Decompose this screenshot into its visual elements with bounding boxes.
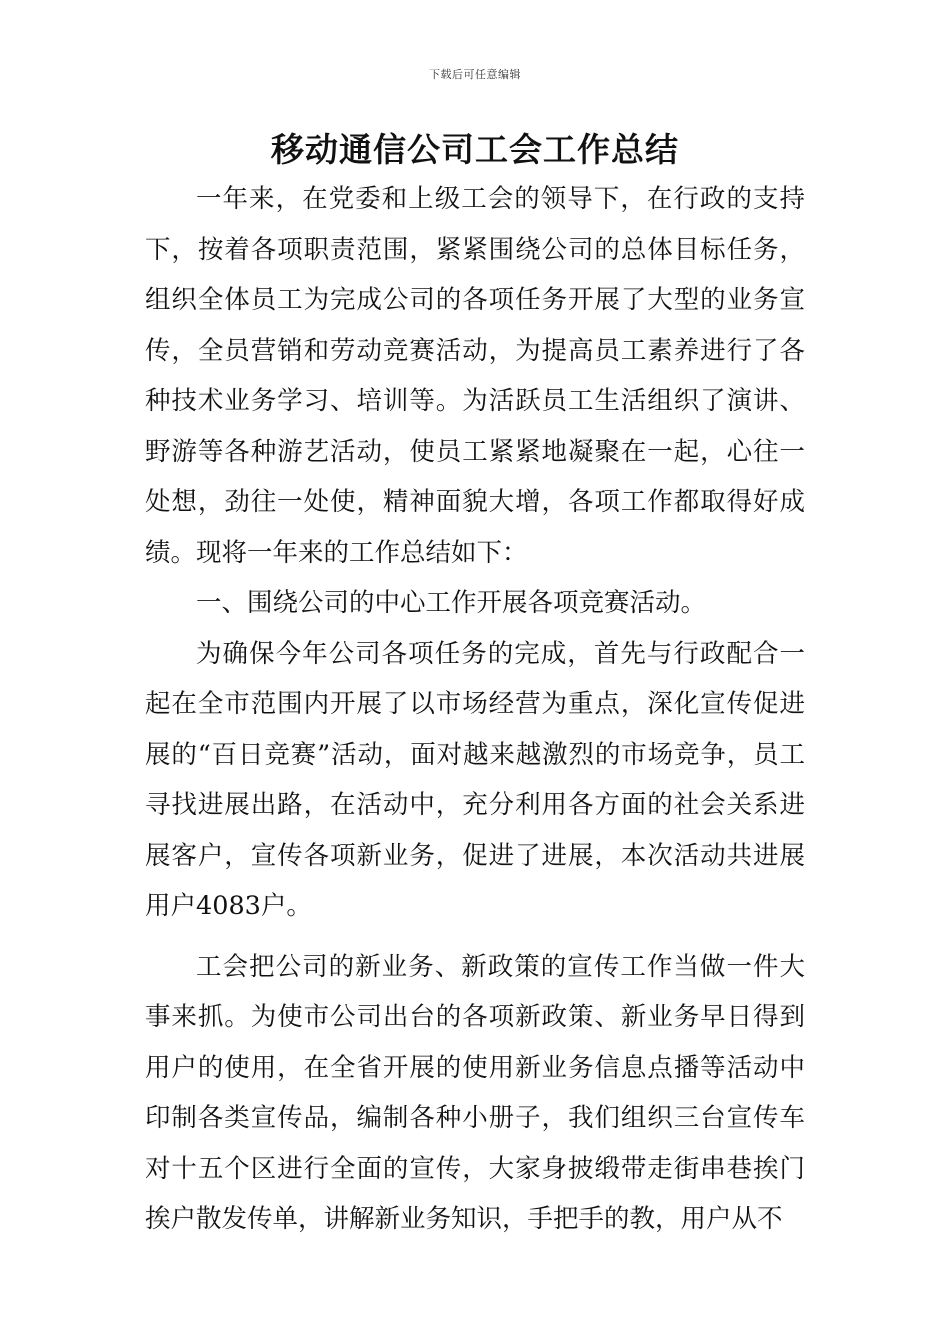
paragraph-promotion: 工会把公司的新业务、新政策的宣传工作当做一件大事来抓。为使市公司出台的各项新政策、新业务早日得到用户的使用，在全省开展的使用新业务信息点播等活动中印制各类宣传品，编制各种小册子，我们组织三台宣传车对十五个区进行全面的宣传，大家身披缎带走街串巷挨门挨户散发传单，讲解新业务知识，手把手的教，用户从不 <box>145 951 805 1234</box>
document-body <box>145 174 805 1245</box>
header-note: 下载后可任意编辑 <box>429 68 521 81</box>
paragraph-intro: 一年来，在党委和上级工会的领导下，在行政的支持下，按着各项职责范围，紧紧围绕公司的总体目标任务，组织全体员工为完成公司的各项任务开展了大型的业务宣传，全员营销和劳动竞赛活动，为提高员工素养进行了各种技术业务学习、培训等。为活跃员工生活组织了演讲、野游等各种游艺活动，使员工紧紧地凝聚在一起，心往一处想，劲往一处使，精神面貌大增，各项工作都取得好成绩。现将一年来的工作总结如下： <box>145 184 805 568</box>
paragraph-competition: 为确保今年公司各项任务的完成，首先与行政配合一起在全市范围内开展了以市场经营为重点，深化宣传促进展的“百日竞赛”活动，面对越来越激烈的市场竞争，员工寻找进展出路，在活动中，充分利用各方面的社会关系进展客户，宣传各项新业务，促进了进展，本次活动共进展用户4083户。 <box>145 638 805 921</box>
document-title: 移动通信公司工会工作总结 <box>271 130 679 169</box>
paragraph-section-heading: 一、围绕公司的中心工作开展各项竞赛活动。 <box>196 588 707 618</box>
